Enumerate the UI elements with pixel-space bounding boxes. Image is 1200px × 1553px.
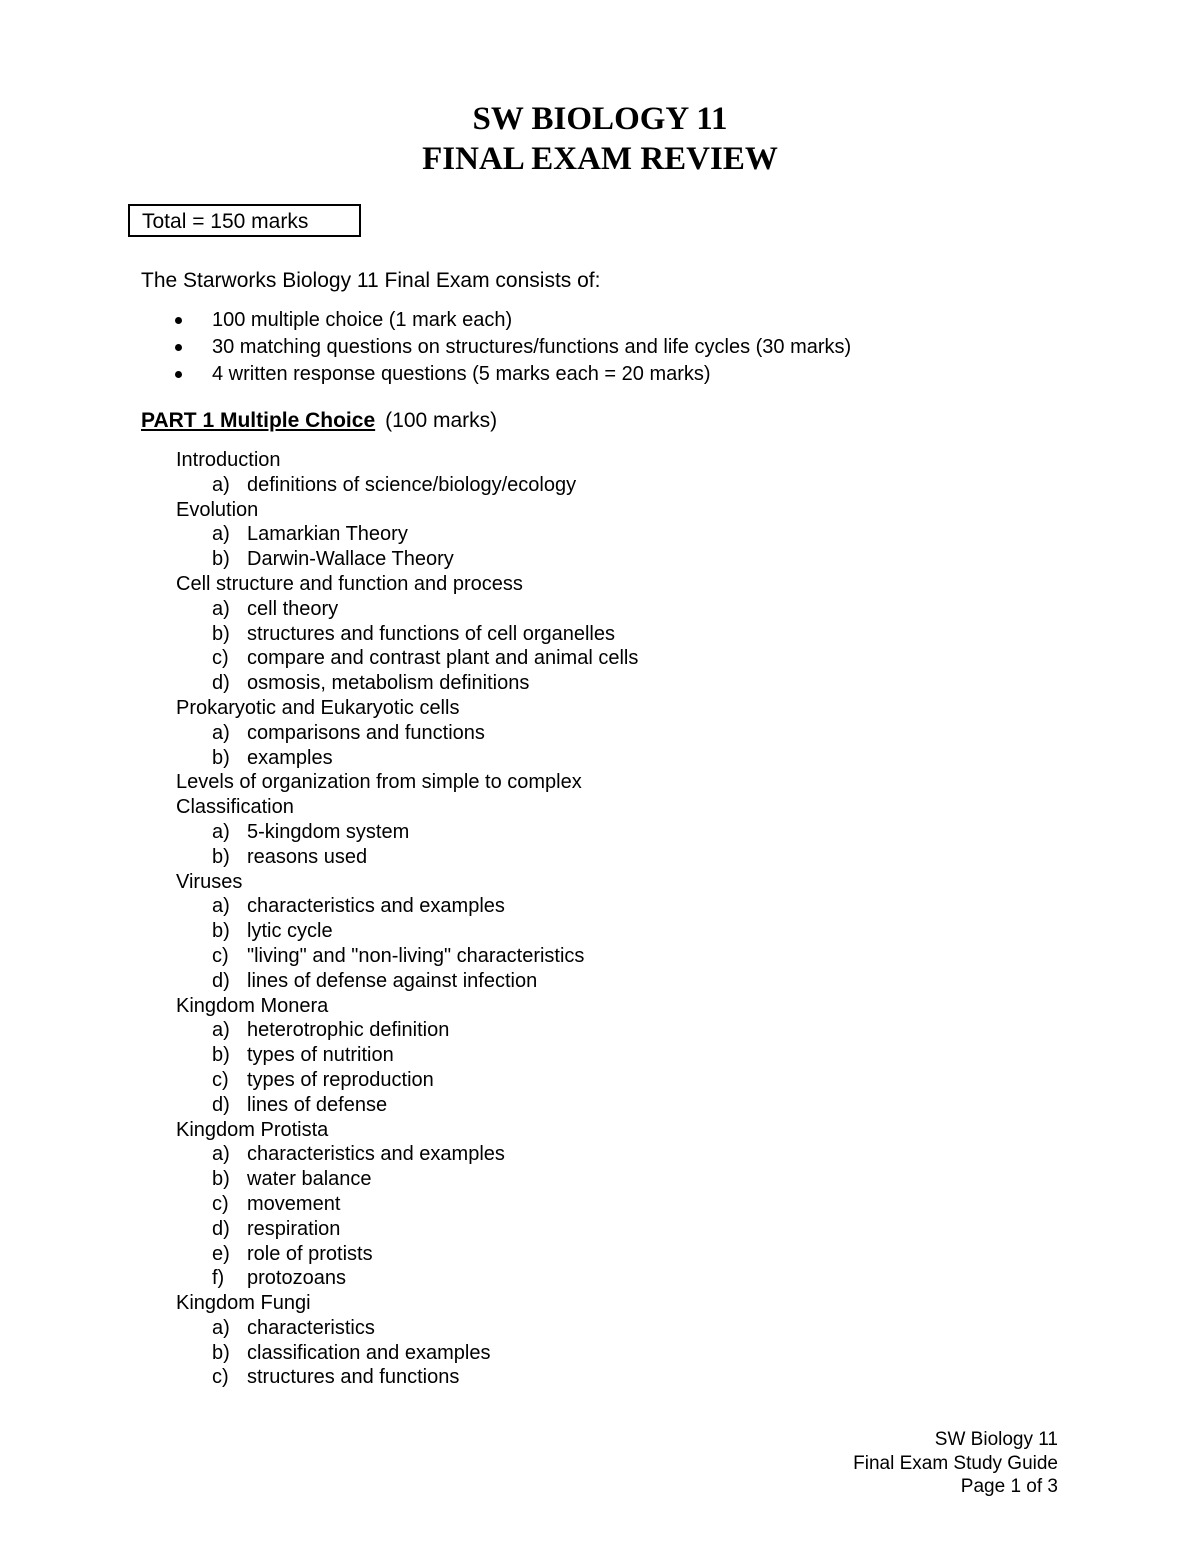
footer-course: SW Biology 11 — [934, 1429, 1058, 1450]
page-footer — [853, 1428, 1058, 1499]
subtopic-letter: b) — [212, 1044, 230, 1067]
subtopic-letter: a) — [212, 1019, 230, 1042]
footer-page-number: Page 1 of 3 — [960, 1476, 1058, 1497]
subtopic-letter: c) — [212, 1366, 229, 1389]
subtopic-text: structures and functions of cell organelles — [247, 622, 615, 645]
subtopic-letter: a) — [212, 473, 230, 496]
subtopic-text: definitions of science/biology/ecology — [247, 473, 577, 496]
subtopic-text: water balance — [247, 1168, 372, 1191]
footer-guide: Final Exam Study Guide — [853, 1452, 1058, 1474]
subtopic-text: characteristics and examples — [247, 1143, 505, 1166]
subtopic-letter: b) — [212, 1168, 230, 1191]
subtopic-text: characteristics — [247, 1316, 375, 1339]
topic-label: Kingdom Monera — [176, 994, 329, 1017]
part1-marks: (100 marks) — [385, 409, 498, 432]
subtopic-letter: d) — [212, 969, 230, 992]
subtopic-text: movement — [247, 1192, 341, 1215]
subtopic-letter: a) — [212, 721, 230, 744]
part1-title: PART 1 Multiple Choice — [141, 409, 376, 432]
topic-label: Cell structure and function and process — [176, 572, 523, 595]
subtopic-text: examples — [247, 746, 333, 769]
topic-label: Classification — [176, 796, 294, 819]
subtopic-text: comparisons and functions — [247, 721, 485, 744]
list-item: 30 matching questions on structures/functions and life cycles (30 marks) — [0, 334, 851, 361]
subtopic-letter: e) — [212, 1242, 230, 1265]
subtopic-letter: a) — [212, 895, 230, 918]
bullet-icon — [175, 317, 182, 324]
subtopic-letter: d) — [212, 1217, 230, 1240]
subtopic-text: types of nutrition — [247, 1044, 394, 1067]
subtopic-text: lines of defense — [247, 1093, 388, 1116]
subtopic-letter: b) — [212, 1341, 230, 1364]
subtopic-letter: f) — [212, 1267, 225, 1290]
subtopic-letter: b) — [212, 746, 230, 769]
topic-label: Evolution — [176, 498, 259, 521]
subtopic-letter: b) — [212, 548, 230, 571]
topic-label: Kingdom Protista — [176, 1118, 329, 1141]
subtopic-letter: c) — [212, 1068, 229, 1091]
subtopic-text: 5-kingdom system — [247, 820, 410, 843]
subtopic-letter: d) — [212, 672, 230, 695]
intro-text: The Starworks Biology 11 Final Exam consists of: — [141, 269, 601, 292]
subtopic-letter: a) — [212, 1316, 230, 1339]
subtopic-letter: b) — [212, 920, 230, 943]
document-subtitle: FINAL EXAM REVIEW — [422, 141, 778, 177]
topic-label: Kingdom Fungi — [176, 1292, 311, 1315]
subtopic-text: characteristics and examples — [247, 895, 505, 918]
subtopic-text: lines of defense against infection — [247, 969, 538, 992]
subtopic-text: heterotrophic definition — [247, 1019, 450, 1042]
subtopic-text: reasons used — [247, 845, 368, 868]
subtopic-text: cell theory — [247, 597, 339, 620]
subtopic-text: types of reproduction — [247, 1068, 434, 1091]
topic-label: Introduction — [176, 449, 281, 471]
subtopic-letter: a) — [212, 523, 230, 546]
list-item: 4 written response questions (5 marks each = 20 marks) — [0, 361, 851, 388]
subtopic-letter: a) — [212, 820, 230, 843]
subtopic-text: "living" and "non-living" characteristics — [247, 944, 585, 967]
document-title: SW BIOLOGY 11 — [472, 101, 728, 137]
subtopic-letter: c) — [212, 647, 229, 670]
list-item: 100 multiple choice (1 mark each) — [0, 307, 851, 334]
subtopic-text: protozoans — [247, 1267, 346, 1290]
subtopic-letter: d) — [212, 1093, 230, 1116]
topic-label: Prokaryotic and Eukaryotic cells — [176, 696, 460, 719]
topic-label: Viruses — [176, 870, 243, 893]
subtopic-text: role of protists — [247, 1242, 373, 1265]
subtopic-text: Darwin-Wallace Theory — [247, 548, 454, 571]
subtopic-letter: c) — [212, 944, 229, 967]
subtopic-text: respiration — [247, 1217, 341, 1240]
total-marks-box: Total = 150 marks — [128, 204, 361, 237]
subtopic-letter: c) — [212, 1192, 229, 1215]
bullet-icon — [175, 344, 182, 351]
exam-components-list — [0, 307, 851, 388]
subtopic-letter: a) — [212, 597, 230, 620]
part1-heading — [141, 406, 497, 436]
bullet-icon — [175, 371, 182, 378]
topic-label: Levels of organization from simple to complex — [176, 771, 582, 794]
subtopic-text: lytic cycle — [247, 920, 333, 943]
subtopic-letter: b) — [212, 622, 230, 645]
subtopic-text: Lamarkian Theory — [247, 523, 408, 546]
subtopic-text: classification and examples — [247, 1341, 491, 1364]
subtopic-letter: a) — [212, 1143, 230, 1166]
subtopic-text: structures and functions — [247, 1366, 460, 1389]
subtopic-text: osmosis, metabolism definitions — [247, 672, 530, 695]
subtopic-letter: b) — [212, 845, 230, 868]
subtopic-text: compare and contrast plant and animal cells — [247, 647, 639, 670]
